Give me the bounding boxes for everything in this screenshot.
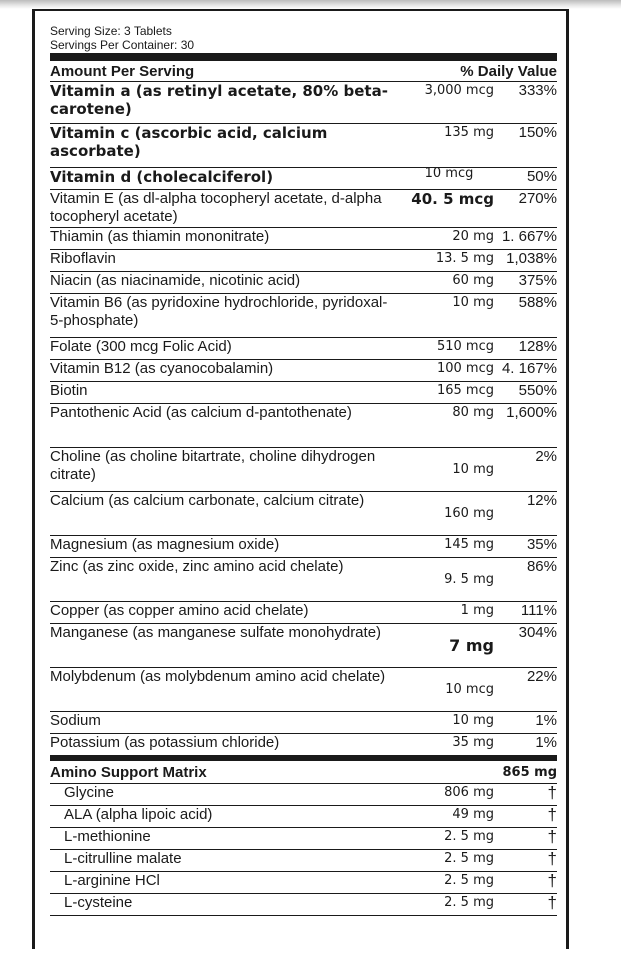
nutrient-daily-value: 550% (518, 382, 557, 399)
nutrient-row (50, 82, 557, 124)
nutrient-name: Choline (as choline bitartrate, choline dihydrogen citrate) (50, 448, 376, 483)
nutrient-daily-value: 50% (526, 168, 557, 185)
nutrient-amount: 20 mg (452, 229, 494, 244)
amino-row (50, 894, 557, 916)
nutrient-daily-value: 35% (526, 536, 557, 553)
nutrient-amount: 1 mg (460, 603, 494, 618)
nutrient-daily-value: 1% (535, 712, 557, 729)
nutrient-amount: 9. 5 mg (444, 571, 494, 587)
nutrient-name: Vitamin a (as retinyl acetate, 80% beta-carotene) (50, 82, 388, 118)
nutrient-daily-value: 150% (518, 124, 557, 141)
nutrient-amount: 10 mg (452, 461, 494, 477)
nutrient-daily-value: 270% (518, 190, 557, 207)
nutrient-daily-value: 1,600% (506, 404, 557, 421)
nutrient-row (50, 190, 557, 228)
nutrient-name: L-cysteine (64, 894, 133, 911)
nutrient-row (50, 734, 557, 756)
nutrient-amount: 510 mcg (436, 339, 494, 354)
amino-matrix-title: Amino Support Matrix (50, 763, 207, 781)
top-edge-shadow (0, 0, 621, 9)
nutrient-amount: 7 mg (449, 635, 494, 655)
nutrient-name: Vitamin B6 (as pyridoxine hydrochloride, pyridoxal-5-phosphate) (50, 294, 388, 329)
nutrient-row (50, 602, 557, 624)
nutrient-row (50, 124, 557, 168)
nutrient-row (50, 668, 557, 712)
nutrient-amount: 40. 5 mcg (411, 190, 494, 208)
amino-row (50, 806, 557, 828)
nutrient-row (50, 536, 557, 558)
nutrient-daily-value: 588% (518, 294, 557, 311)
nutrient-amount: 145 mg (444, 537, 494, 552)
nutrient-amount: 10 mcg (445, 681, 494, 697)
nutrient-row (50, 492, 557, 536)
nutrient-name: L-citrulline malate (64, 850, 182, 867)
nutrient-amount: 35 mg (452, 735, 494, 750)
nutrient-row (50, 250, 557, 272)
nutrient-name: Folate (300 mcg Folic Acid) (50, 338, 232, 355)
nutrient-name: Pantothenic Acid (as calcium d-pantothenate) (50, 404, 352, 421)
nutrient-name: Magnesium (as magnesium oxide) (50, 536, 280, 553)
nutrient-amount: 135 mg (444, 125, 494, 140)
nutrient-name: Vitamin d (cholecalciferol) (50, 168, 274, 186)
nutrient-amount: 3,000 mcg (424, 83, 494, 98)
servings-per-container: Servings Per Container: 30 (50, 38, 195, 52)
amino-row (50, 828, 557, 850)
amino-matrix-header (50, 761, 557, 784)
nutrient-daily-value: 128% (518, 338, 557, 355)
nutrient-row (50, 712, 557, 734)
nutrient-name: Biotin (50, 382, 88, 399)
amino-matrix-list (50, 784, 557, 916)
nutrient-daily-value: 1. 667% (501, 228, 557, 245)
nutrient-daily-value: 2% (535, 448, 557, 465)
nutrient-daily-value: 12% (526, 492, 557, 509)
nutrient-amount: 2. 5 mg (444, 895, 494, 910)
daily-value-heading: % Daily Value (460, 62, 557, 80)
nutrient-amount: 60 mg (452, 273, 494, 288)
facts-content (50, 24, 557, 954)
nutrient-amount: 13. 5 mg (435, 251, 494, 266)
amino-matrix-amount: 865 mg (502, 764, 557, 780)
nutrient-row (50, 360, 557, 382)
serving-size: Serving Size: 3 Tablets (50, 24, 172, 38)
amount-per-serving-heading: Amount Per Serving (50, 62, 195, 80)
nutrient-amount: 165 mcg (436, 383, 494, 398)
nutrient-daily-value: 1,038% (506, 250, 557, 267)
nutrient-name: Riboflavin (50, 250, 116, 267)
nutrient-name: Thiamin (as thiamin mononitrate) (50, 228, 270, 245)
nutrient-amount: 2. 5 mg (444, 851, 494, 866)
dagger-mark: † (547, 872, 557, 890)
nutrient-daily-value: 4. 167% (501, 360, 557, 377)
nutrient-daily-value: 86% (526, 558, 557, 575)
nutrient-name: Sodium (50, 712, 101, 729)
nutrient-name: Niacin (as niacinamide, nicotinic acid) (50, 272, 301, 289)
amino-row (50, 872, 557, 894)
nutrient-name: Vitamin B12 (as cyanocobalamin) (50, 360, 274, 377)
amino-row (50, 850, 557, 872)
nutrient-name: Calcium (as calcium carbonate, calcium citrate) (50, 492, 365, 509)
nutrient-daily-value: 375% (518, 272, 557, 289)
nutrient-amount: 10 mg (452, 295, 494, 310)
nutrient-amount: 49 mg (452, 807, 494, 822)
nutrient-daily-value: 1% (535, 734, 557, 751)
dagger-mark: † (547, 828, 557, 846)
nutrient-row (50, 228, 557, 250)
thick-divider (50, 53, 557, 61)
nutrient-name: Copper (as copper amino acid chelate) (50, 602, 309, 619)
nutrient-name: Molybdenum (as molybdenum amino acid chelate) (50, 668, 386, 685)
nutrient-amount: 806 mg (444, 785, 494, 800)
nutrient-row (50, 448, 557, 492)
nutrient-row (50, 558, 557, 602)
nutrient-name: L-arginine HCl (64, 872, 160, 889)
nutrient-amount: 80 mg (452, 405, 494, 420)
nutrient-row (50, 338, 557, 360)
nutrient-name: Manganese (as manganese sulfate monohydrate) (50, 624, 382, 641)
nutrient-list (50, 82, 557, 756)
nutrient-amount: 10 mcg (424, 168, 474, 181)
nutrient-name: Vitamin c (ascorbic acid, calcium ascorbate) (50, 124, 328, 160)
nutrient-row (50, 404, 557, 448)
nutrient-daily-value: 22% (526, 668, 557, 685)
supplement-facts-panel (32, 9, 569, 949)
nutrient-amount: 100 mcg (436, 361, 494, 376)
nutrient-amount: 2. 5 mg (444, 829, 494, 844)
dagger-mark: † (547, 894, 557, 912)
nutrient-daily-value: 304% (518, 624, 557, 641)
nutrient-name: Glycine (64, 784, 115, 801)
dagger-mark: † (547, 784, 557, 802)
amino-row (50, 784, 557, 806)
nutrient-amount: 160 mg (444, 505, 494, 521)
nutrient-name: Vitamin E (as dl-alpha tocopheryl acetate, d-alpha tocopheryl acetate) (50, 190, 382, 225)
nutrient-name: L-methionine (64, 828, 151, 845)
nutrient-name: Zinc (as zinc oxide, zinc amino acid chelate) (50, 558, 344, 575)
table-header (50, 61, 557, 82)
dagger-mark: † (547, 850, 557, 868)
nutrient-name: Potassium (as potassium chloride) (50, 734, 280, 751)
nutrient-row (50, 294, 557, 338)
nutrient-row (50, 382, 557, 404)
nutrient-amount: 10 mg (452, 713, 494, 728)
nutrient-row (50, 272, 557, 294)
nutrient-name: ALA (alpha lipoic acid) (64, 806, 213, 823)
nutrient-daily-value: 333% (518, 82, 557, 99)
dagger-mark: † (547, 806, 557, 824)
nutrient-daily-value: 111% (520, 602, 557, 619)
nutrient-amount: 2. 5 mg (444, 873, 494, 888)
nutrient-row (50, 168, 557, 190)
nutrient-row (50, 624, 557, 668)
